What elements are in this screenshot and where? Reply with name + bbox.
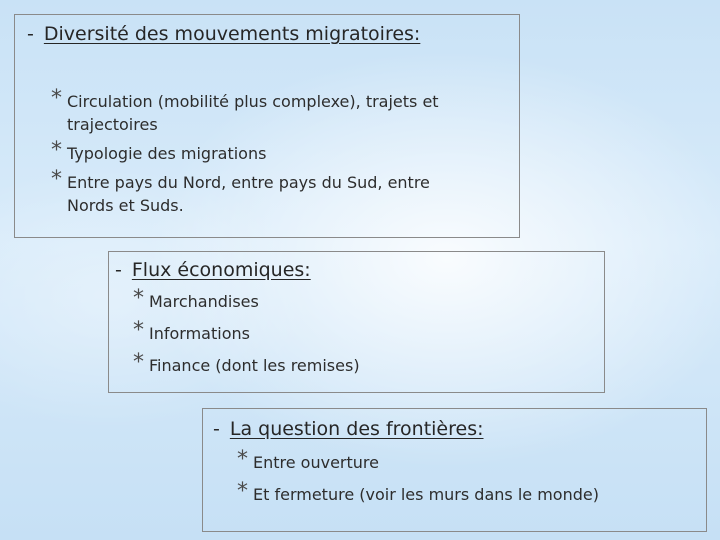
heading-title: La question des frontières:	[229, 418, 484, 440]
list-item	[237, 447, 697, 474]
asterisk-bullet-icon: *	[237, 479, 248, 504]
asterisk-bullet-icon: *	[51, 86, 62, 111]
heading-dash: -	[27, 23, 34, 45]
list-item-text: Informations	[149, 324, 250, 343]
asterisk-bullet-icon: *	[133, 318, 144, 343]
section-heading	[115, 259, 311, 281]
heading-title: Diversité des mouvements migratoires:	[43, 23, 421, 45]
section-heading	[27, 23, 420, 45]
list-item	[237, 479, 697, 506]
heading-dash: -	[115, 259, 122, 281]
asterisk-bullet-icon: *	[133, 286, 144, 311]
asterisk-bullet-icon: *	[51, 138, 62, 163]
list-item-text: Entre ouverture	[253, 453, 379, 472]
list-item	[51, 167, 477, 217]
list-item-text: Circulation (mobilité plus complexe), trajets et trajectoires	[67, 92, 439, 134]
bullet-list	[133, 286, 573, 383]
section-heading	[213, 418, 484, 440]
list-item-text: Finance (dont les remises)	[149, 356, 360, 375]
list-item	[133, 286, 573, 313]
list-item-text: Entre pays du Nord, entre pays du Sud, entre Nords et Suds.	[67, 173, 430, 215]
section-box-flux	[108, 251, 605, 393]
bullet-list	[51, 86, 491, 223]
list-item	[51, 86, 491, 136]
list-item	[51, 138, 491, 165]
asterisk-bullet-icon: *	[51, 167, 62, 192]
asterisk-bullet-icon: *	[133, 350, 144, 375]
bullet-list	[237, 447, 697, 512]
list-item	[133, 350, 573, 377]
heading-title: Flux économiques:	[131, 259, 311, 281]
heading-dash: -	[213, 418, 220, 440]
list-item-text: Typologie des migrations	[67, 144, 267, 163]
list-item	[133, 318, 573, 345]
section-box-diversite	[14, 14, 520, 238]
asterisk-bullet-icon: *	[237, 447, 248, 472]
list-item-text: Marchandises	[149, 292, 259, 311]
list-item-text: Et fermeture (voir les murs dans le monde)	[253, 485, 599, 504]
section-box-frontieres	[202, 408, 707, 532]
